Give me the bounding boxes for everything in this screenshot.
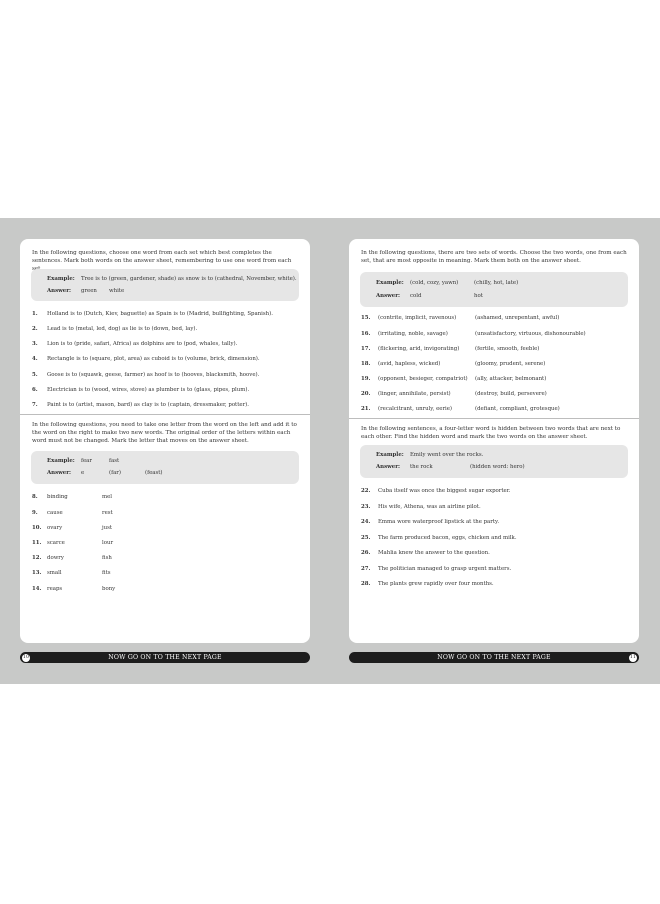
right-example2-box bbox=[360, 445, 628, 478]
left-page: In the following questions, choose one word from each set which best completes the sentences. Mark both words on the answer sheet, remembering to use one word from each Example: Tree is to (green, gardener, shade) as snow is to (cathedral, November, white). Answer: green white 1. Holland is to (Dutch, Kiev, baguette) as Spain is to (Madrid, bullfighting, Spanish). 2. Lead is to (metal, led, dog) as lie is to (down, bed, lay). 3. Lion is to (pride, safari, Africa) as dolphins are to (pod, whales, tally). 4. Rectangle is to (square, plot, area) as cuboid is to (volume, brick, dimension). 5. Goose is to (squawk, geese, farmer) as hoof is to (hooves, blacksmith, hoove). 6. Electrician is to (wood, wires, stove) as plumber is to (glass, pipes, plum). 7. Paint is to (artist, mason, bard) as clay is to (captain, dressmaker, potter). In the following questions, you need to take one letter from the word on the left and add it to the word on the right to make two new words. The original order of the letters within each word must not be changed. Mark the letter that moves on the answer sheet. Example: fear fast Answer: e (far) (feast) 8. binding mel 9. cause rest 10. ovary just 11. scarce lour 12. dowry fish 13. small fits 14. reaps bony bbox=[20, 239, 310, 643]
left-footer-bar bbox=[20, 652, 310, 663]
left-intro: In the following questions, choose one word from each set which best completes the sentences. Mark both words on the answer sheet, remembering to use one word from each bbox=[32, 250, 292, 264]
example-label: Example: bbox=[376, 280, 404, 286]
example-label: Example: bbox=[47, 458, 75, 464]
left-section2-intro: In the following questions, you need to take one letter from the word on the left and add it to the word on the right to make two new words. The original order of the letters within each word must not be changed. Mark the letter that moves on the answer sheet. bbox=[32, 422, 297, 444]
left-footer-text: NOW GO ON TO THE NEXT PAGE bbox=[108, 654, 222, 661]
example-word-1: fear bbox=[81, 458, 92, 464]
answer-label: Answer: bbox=[376, 464, 401, 470]
right-page-number: 11 bbox=[629, 654, 637, 660]
example-set-2: (chilly, hot, late) bbox=[474, 280, 519, 286]
answer-label: Answer: bbox=[47, 288, 72, 294]
example2-answer-2: (hidden word: hero) bbox=[470, 464, 525, 470]
section-divider bbox=[349, 418, 639, 419]
example-label: Example: bbox=[47, 276, 75, 282]
left-page-number: 10 bbox=[22, 654, 30, 660]
answer-label: Answer: bbox=[376, 293, 401, 299]
book-spread bbox=[0, 218, 660, 684]
right-intro: In the following questions, there are two sets of words. Choose the two words, one from each set, that are most opposite in meaning. Mark them both on the answer sheet. bbox=[361, 250, 627, 264]
example-text: Tree is to (green, gardener, shade) as snow is to (cathedral, November, white). bbox=[81, 276, 297, 282]
right-page: In the following questions, there are two sets of words. Choose the two words, one from each set, that are most opposite in meaning. Mark them both on the answer sheet. Example: (cold, cozy, yawn) (chilly, hot, late) Answer: cold hot 15. (contrite, implicit, ravenous) (ashamed, unrepentant, awful) 16. (irritating, noble, savage) (unsatisfactory, virtuous, dishonourable) 17. (flickering, arid, invigorating) (fertile, smooth, feeble) 18. (avid, hapless, wicked) (gloomy, prudent, serene) 19. (opponent, besieger, compatriot) (ally, attacker, belmonant) 20. (linger, annihilate, persist) (destroy, build, persevere) 21. (recalcitrant, unruly, eerie) (defiant, compliant, grotesque) In the following sentences, a four-letter word is hidden between two words that are next to each other. Find the hidden word and mark the two words on the answer sheet. Example: Emily went over the rocks. Answer: the rock (hidden word: hero) 22. Cuba itself was once the biggest sugar exporter. 23. His wife, Athena, was an airline pilot. 24. Emma wore waterproof lipstick at the party. 25. The farm produced bacon, eggs, chicken and milk. 26. Mahlia knew the answer to the question. 27. The politician managed to grasp urgent matters. 28. The plants grew rapidly over four months. bbox=[349, 239, 639, 643]
example-answer-2: white bbox=[109, 288, 125, 294]
example-answer-1: cold bbox=[410, 293, 422, 299]
example2-answer-3: (feast) bbox=[145, 470, 163, 476]
section-divider bbox=[20, 414, 310, 415]
example2-answer-1: e bbox=[81, 470, 85, 476]
example-answer-1: green bbox=[81, 288, 97, 294]
left-example-box bbox=[31, 269, 299, 301]
example-word-2: fast bbox=[109, 458, 120, 464]
example-answer-2: hot bbox=[474, 293, 483, 299]
example2-answer-2: (far) bbox=[109, 470, 121, 476]
example-set-1: (cold, cozy, yawn) bbox=[410, 280, 459, 286]
example-label: Example: bbox=[376, 452, 404, 458]
right-footer-bar bbox=[349, 652, 639, 663]
right-section2-intro: In the following sentences, a four-letter word is hidden between two words that are next to each other. Find the hidden word and mark the two words on the answer sheet. bbox=[361, 426, 621, 440]
answer-label: Answer: bbox=[47, 470, 72, 476]
example2-text: Emily went over the rocks. bbox=[410, 452, 484, 458]
left-example2-box bbox=[31, 451, 299, 484]
right-footer-text: NOW GO ON TO THE NEXT PAGE bbox=[437, 654, 551, 661]
example2-answer-1: the rock bbox=[410, 464, 433, 470]
right-example-box bbox=[360, 272, 628, 307]
